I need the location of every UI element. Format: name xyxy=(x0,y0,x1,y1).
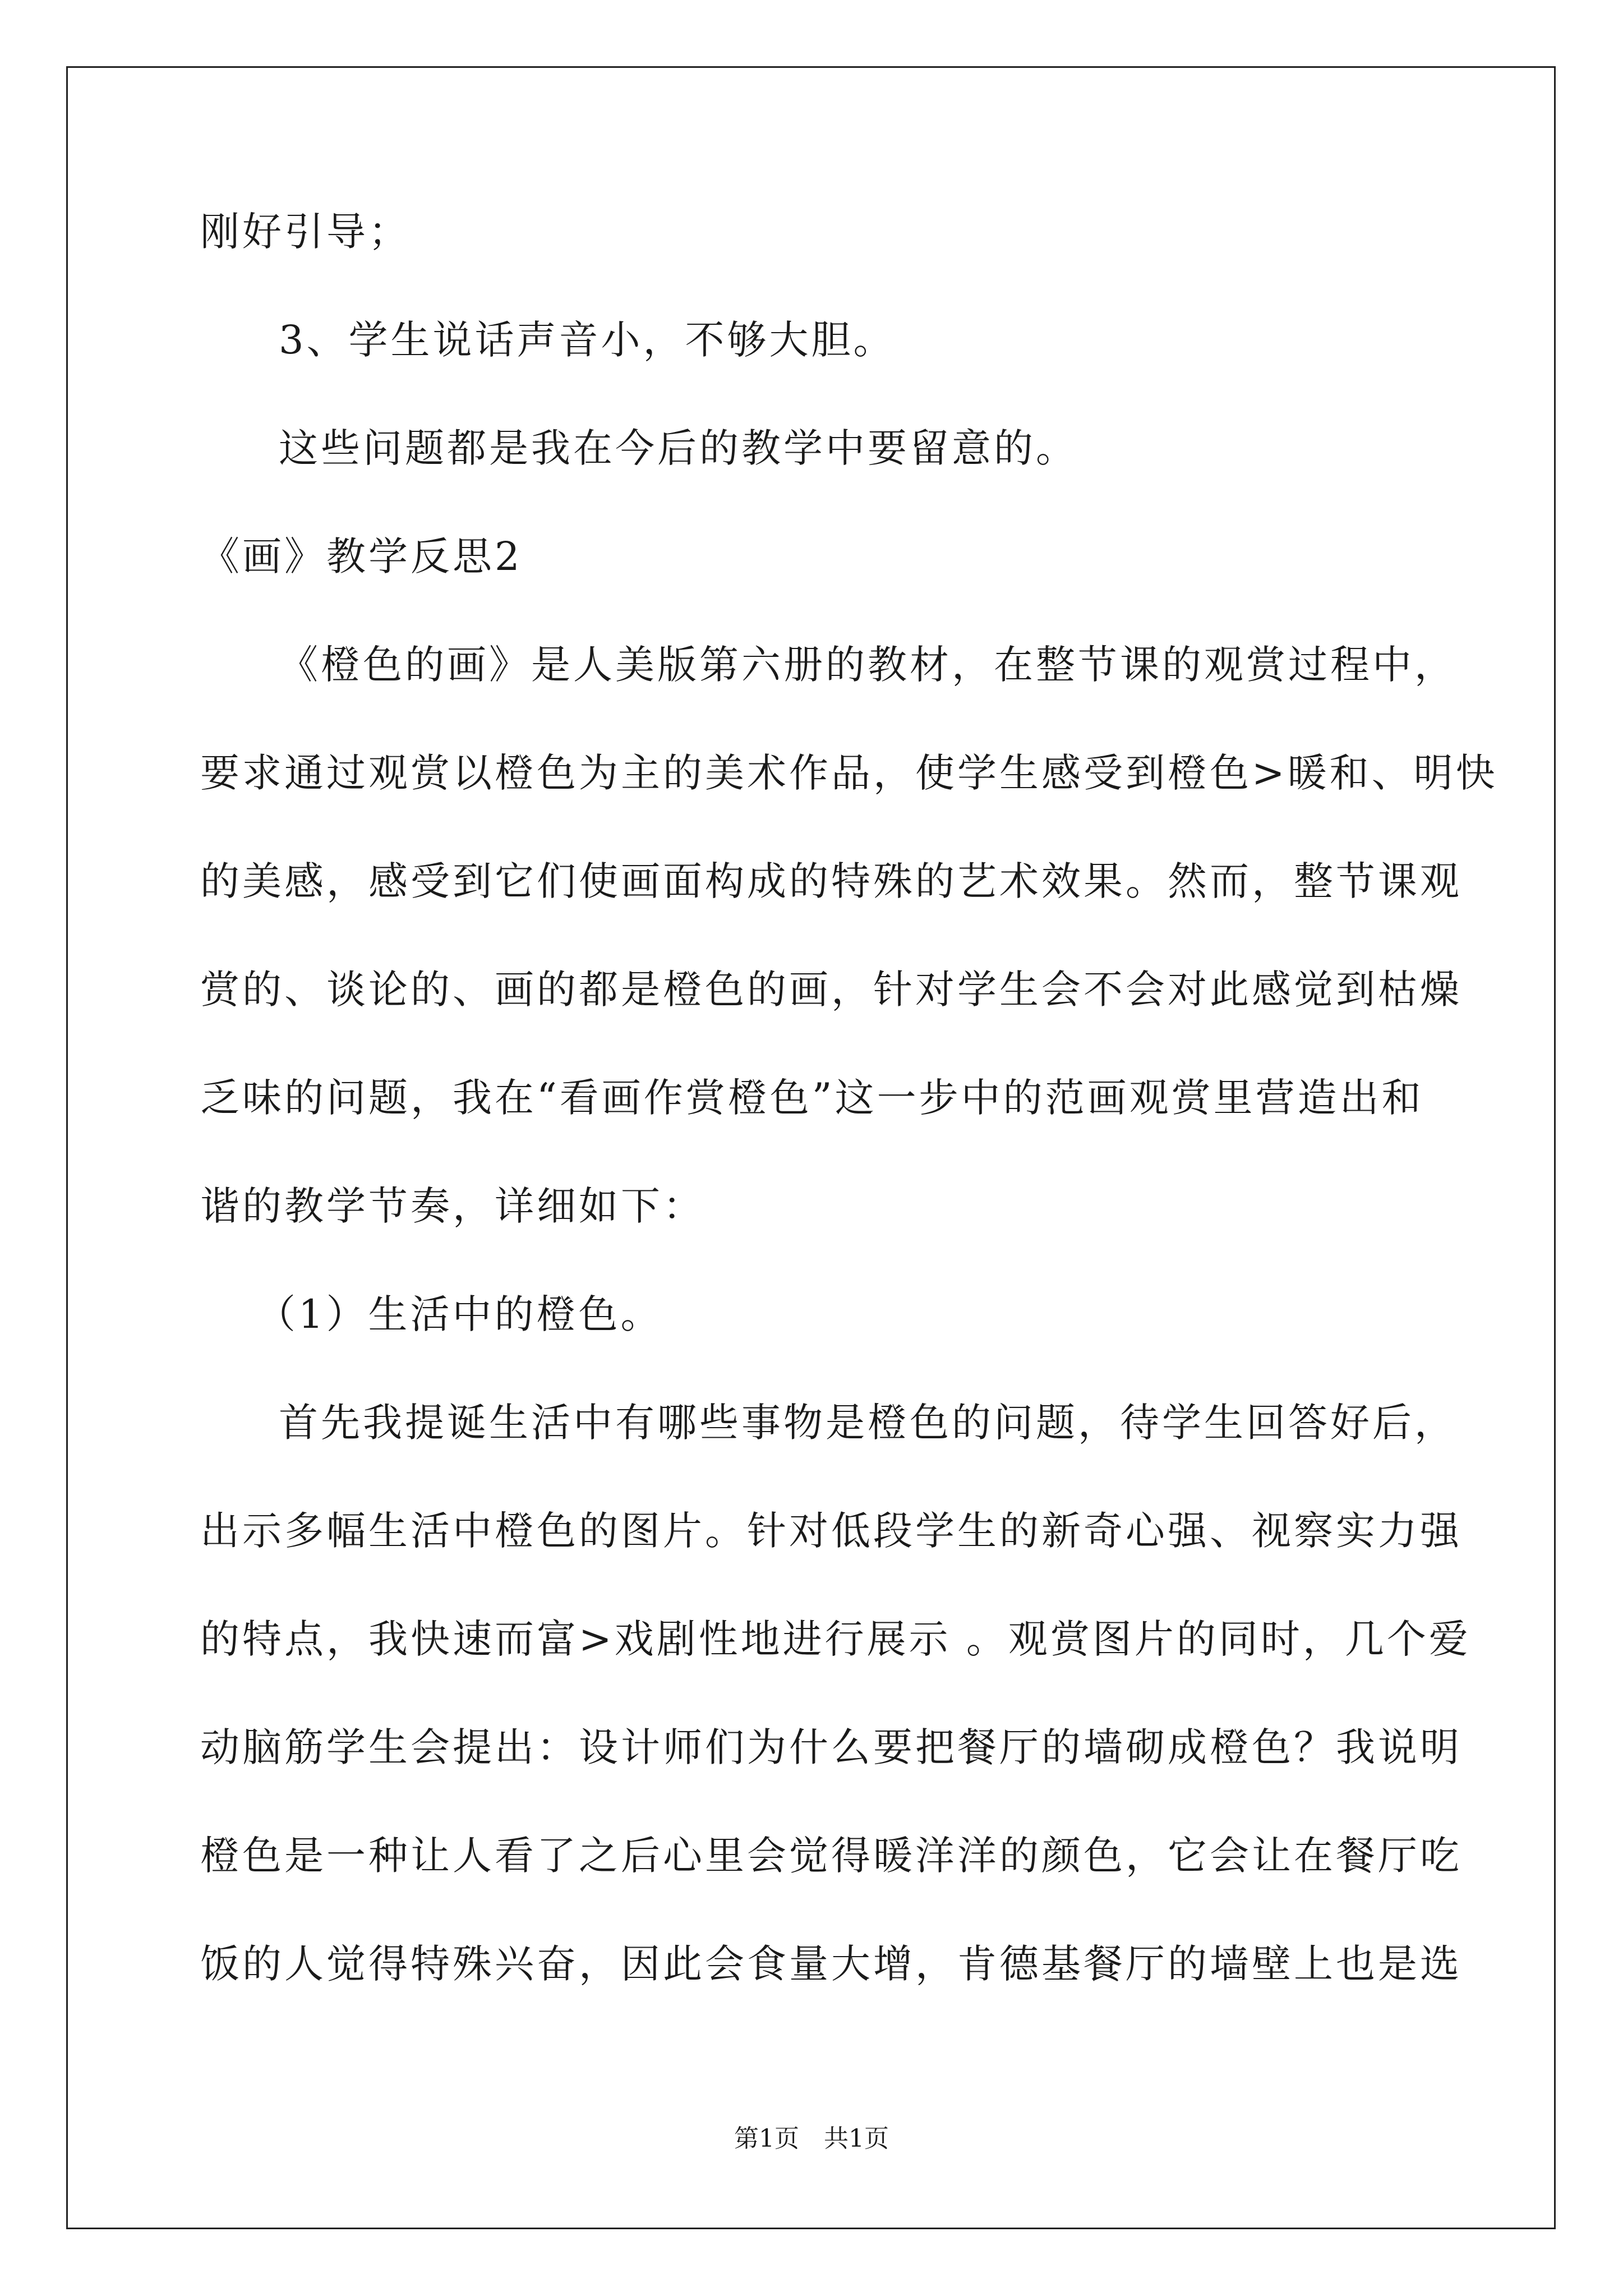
page-border xyxy=(66,66,1556,2229)
text-line-3: 这些问题都是我在今后的教学中要留意的。 xyxy=(279,425,1078,471)
text-line-2: 3、学生说话声音小，不够大胆。 xyxy=(279,317,896,363)
text-line-17: 饭的人觉得特殊兴奋，因此会食量大增，肯德基餐厅的墙壁上也是选 xyxy=(200,1941,1462,1987)
text-line-14: 的特点，我快速而富>戏剧性地进行展示 。观赏图片的同时，几个爱 xyxy=(200,1616,1471,1662)
text-line-10: 谐的教学节奏，详细如下： xyxy=(200,1183,705,1229)
text-line-11: （1）生活中的橙色。 xyxy=(256,1291,663,1337)
text-line-9: 乏味的问题，我在“看画作赏橙色”这一步中的范画观赏里营造出和 xyxy=(200,1075,1424,1121)
text-line-6: 要求通过观赏以橙色为主的美术作品，使学生感受到橙色>暖和、明快 xyxy=(200,750,1498,796)
section-heading: 《画》教学反思2 xyxy=(200,533,523,579)
text-line-7: 的美感，感受到它们使画面构成的特殊的艺术效果。然而，整节课观 xyxy=(200,858,1462,904)
text-line-1: 刚好引导； xyxy=(200,209,411,255)
text-line-5: 《橙色的画》是人美版第六册的教材，在整节课的观赏过程中， xyxy=(279,642,1456,688)
text-line-13: 出示多幅生活中橙色的图片。针对低段学生的新奇心强、视察实力强 xyxy=(200,1508,1462,1554)
text-line-12: 首先我提诞生活中有哪些事物是橙色的问题，待学生回答好后， xyxy=(279,1400,1456,1446)
text-line-8: 赏的、谈论的、画的都是橙色的画，针对学生会不会对此感觉到枯燥 xyxy=(200,967,1462,1013)
page-number-footer: 第1页 共1页 xyxy=(734,2124,889,2153)
text-line-15: 动脑筋学生会提出：设计师们为什么要把餐厅的墙砌成橙色？我说明 xyxy=(200,1724,1462,1770)
text-line-16: 橙色是一种让人看了之后心里会觉得暖洋洋的颜色，它会让在餐厅吃 xyxy=(200,1833,1462,1879)
